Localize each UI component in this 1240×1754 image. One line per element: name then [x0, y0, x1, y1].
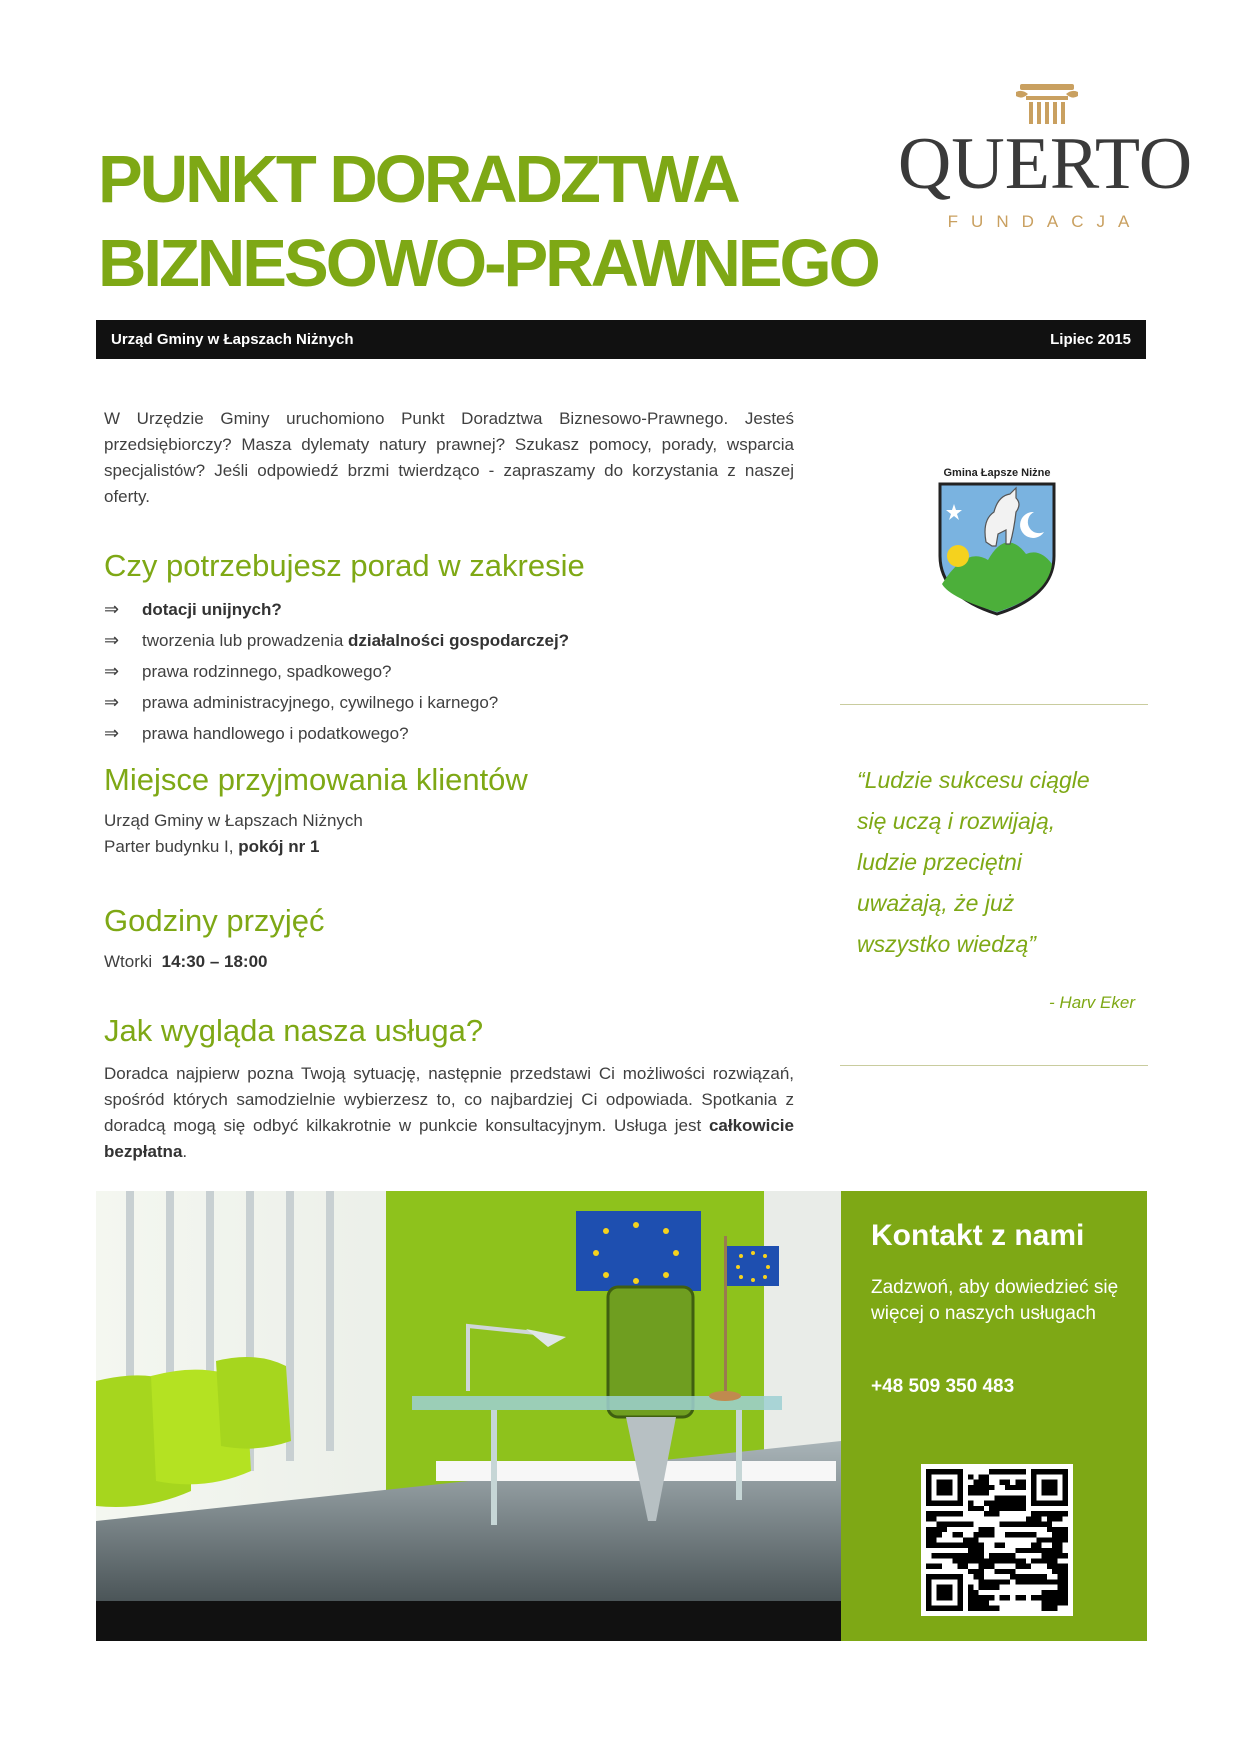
- contact-box: [841, 1191, 1147, 1641]
- hours-text: Wtorki 14:30 – 18:00: [104, 952, 268, 971]
- arrow-icon: ⇒: [104, 599, 120, 619]
- intro-paragraph: W Urzędzie Gminy uruchomiono Punkt Doradztwa Biznesowo-Prawnego. Jesteś przedsiębiorczy? Masza dylematy natury prawnej? Szukasz pomocy, porady, wsparcia specjalistów? Jeśli odpowiedź brzmi twierdząco - zapraszamy do korzystania z naszej oferty.: [104, 409, 794, 506]
- list-item: ⇒ prawa administracyjnego, cywilnego i karnego?: [104, 687, 794, 718]
- svg-text:Gmina Łapsze Niżne: Gmina Łapsze Niżne: [943, 467, 1051, 479]
- advice-list: [104, 594, 794, 749]
- header-bar: [96, 320, 1146, 359]
- contact-phone[interactable]: +48 509 350 483: [871, 1376, 1015, 1397]
- place-line-1: Urząd Gminy w Łapszach Niżnych: [104, 811, 363, 830]
- arrow-icon: ⇒: [104, 692, 120, 712]
- list-item: ⇒ tworzenia lub prowadzenia działalności gospodarczej?: [104, 625, 794, 656]
- service-paragraph: Doradca najpierw pozna Twoją sytuację, następnie przedstawi Ci możliwości rozwiązań, spośród których samodzielnie wybierzesz to, co najbardziej Ci odpowiada. Spotkania z doradcą mogą się odbyć kilkakrotnie w punkcie konsultacyjnym. Usługa jest całkowicie bezpłatna.: [104, 1064, 794, 1161]
- list-item: ⇒ dotacji unijnych?: [104, 594, 794, 625]
- office-photo: [96, 1191, 841, 1641]
- quote-divider-top: [840, 704, 1148, 705]
- hours-heading: Godziny przyjęć: [104, 903, 325, 938]
- advice-heading: Czy potrzebujesz porad w zakresie: [104, 548, 585, 583]
- list-item: ⇒ prawa rodzinnego, spadkowego?: [104, 656, 794, 687]
- arrow-icon: ⇒: [104, 630, 120, 650]
- page-title: [98, 138, 998, 306]
- header-organization: Urząd Gminy w Łapszach Niżnych: [111, 331, 354, 348]
- gmina-crest-icon: [936, 464, 1058, 616]
- title-line-1: PUNKT DORADZTWA: [98, 142, 738, 217]
- quote-divider-bottom: [840, 1065, 1148, 1066]
- title-line-2: BIZNESOWO-PRAWNEGO: [98, 226, 878, 301]
- arrow-icon: ⇒: [104, 661, 120, 681]
- place-heading: Miejsce przyjmowania klientów: [104, 762, 528, 797]
- header-date: Lipiec 2015: [1050, 331, 1131, 348]
- svg-text:QUERTO: QUERTO: [897, 123, 1193, 205]
- contact-text: Zadzwoń, aby dowiedzieć się więcej o naszych usługach: [871, 1277, 1119, 1324]
- contact-title: Kontakt z nami: [871, 1219, 1085, 1252]
- svg-text:FUNDACJA: FUNDACJA: [947, 212, 1143, 231]
- quote-text: “Ludzie sukcesu ciągle się uczą i rozwijają, ludzie przeciętni uważają, że już wszystko wiedzą”: [857, 767, 1090, 957]
- service-heading: Jak wygląda nasza usługa?: [104, 1013, 484, 1048]
- quote-author: - Harv Eker: [1049, 993, 1135, 1012]
- qr-code-icon[interactable]: [921, 1464, 1073, 1616]
- arrow-icon: ⇒: [104, 723, 120, 743]
- column-icon: [1016, 84, 1078, 124]
- list-item: ⇒ prawa handlowego i podatkowego?: [104, 718, 794, 749]
- place-line-2: Parter budynku I, pokój nr 1: [104, 837, 320, 856]
- querto-logo: [880, 80, 1210, 240]
